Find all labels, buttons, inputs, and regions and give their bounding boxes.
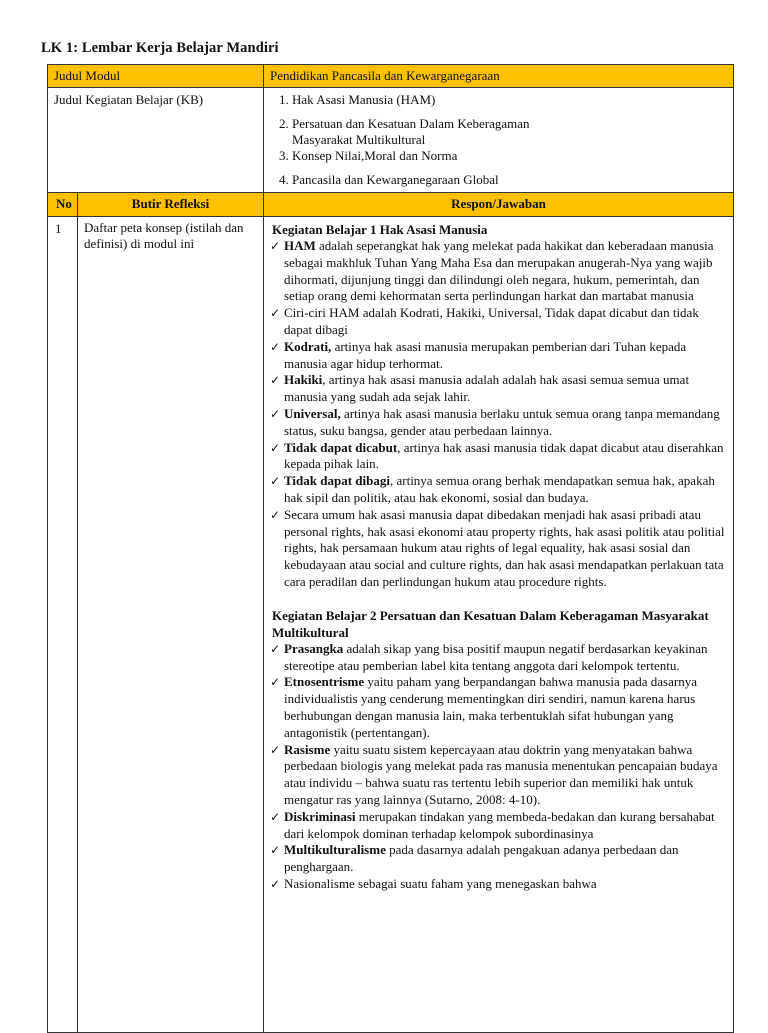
checkmark-icon: ✓ bbox=[270, 843, 281, 858]
term: Diskriminasi bbox=[284, 808, 356, 824]
checkmark-icon: ✓ bbox=[270, 373, 281, 388]
butir-refleksi-text: Daftar peta konsep (istilah dan definisi) di modul ini bbox=[78, 217, 264, 1033]
respon-cell bbox=[264, 217, 734, 1033]
list-item bbox=[272, 372, 727, 406]
list-item bbox=[272, 876, 727, 893]
definition: , artinya semua orang berhak mendapatkan semua hak, apakah hak sipil dan politik, atau hak ekonomi, sosial dan budaya. bbox=[284, 473, 715, 505]
definition: , artinya hak asasi manusia adalah adalah hak asasi semua semua umat manusia yang sudah ada sejak lahir. bbox=[284, 372, 690, 405]
kb-list-cell bbox=[264, 88, 734, 193]
checkmark-icon: ✓ bbox=[270, 507, 281, 522]
kb-list-item: 1. Hak Asasi Manusia (HAM) bbox=[292, 92, 727, 108]
definition: artinya hak asasi manusia berlaku untuk semua orang tanpa memandang status, suku bangsa, gender atau perbedaan lainnya. bbox=[284, 405, 720, 438]
term: Prasangka bbox=[284, 640, 344, 656]
table-row bbox=[48, 217, 734, 1033]
checkmark-icon: ✓ bbox=[270, 742, 281, 757]
header-butir: Butir Refleksi bbox=[78, 193, 264, 217]
checkmark-icon: ✓ bbox=[270, 406, 281, 421]
list-item bbox=[272, 742, 727, 809]
term: Hakiki bbox=[284, 372, 323, 388]
worksheet-table bbox=[47, 64, 734, 1033]
checkmark-icon: ✓ bbox=[270, 641, 281, 656]
kb2-list bbox=[272, 641, 727, 893]
kb2-title: Kegiatan Belajar 2 Persatuan dan Kesatuan Dalam Keberagaman Masyarakat Multikultural bbox=[272, 607, 709, 640]
row-number: 1 bbox=[48, 217, 78, 1033]
checkmark-icon: ✓ bbox=[270, 675, 281, 690]
definition: artinya hak asasi manusia merupakan pemberian dari Tuhan kepada manusia agar hidup terhormat. bbox=[284, 338, 687, 371]
kb-row bbox=[48, 88, 734, 193]
list-item bbox=[272, 641, 727, 675]
term: Rasisme bbox=[284, 741, 331, 757]
kb-list-item: 3. Konsep Nilai,Moral dan Norma bbox=[292, 148, 727, 164]
checkmark-icon: ✓ bbox=[270, 239, 281, 253]
list-item bbox=[272, 406, 727, 440]
kb-list-item: 2. Persatuan dan Kesatuan Dalam Keberagaman Masyarakat Multikultural bbox=[292, 116, 727, 148]
term: HAM bbox=[284, 238, 316, 253]
list-item bbox=[272, 305, 727, 339]
kb-list-item: 4. Pancasila dan Kewarganegaraan Global bbox=[292, 172, 727, 188]
checkmark-icon: ✓ bbox=[270, 440, 281, 455]
definition: adalah seperangkat hak yang melekat pada hakikat dan keberadaan manusia sebagai makhluk Tuhan Yang Maha Esa dan merupakan anugerah-Nya yang wajib dihormati, dijunjung tinggi dan dilindungi oleh negara, hukum, pemerintah, dan setiap orang demi kehormatan serta perlindungan harkat dan martabat manusia bbox=[284, 238, 714, 304]
list-item bbox=[272, 473, 727, 507]
header-no: No bbox=[48, 193, 78, 217]
definition: Secara umum hak asasi manusia dapat dibedakan menjadi hak asasi pribadi atau personal rights, hak asasi ekonomi atau property rights, hak asasi politik atau politial rights, hak persamaan hukum atau rights of legal equality, hak asasi sosial dan kebudayaan atau social and culture rights, dan hak asasi mendapatkan perlakuan tata cara peradilan dan perlindungan hukum atau procedure rights. bbox=[284, 506, 725, 589]
checkmark-icon: ✓ bbox=[270, 474, 281, 489]
definition: yaitu suatu sistem kepercayaan atau doktrin yang menyatakan bahwa perbedaan biologis yang melekat pada ras manusia menentukan pencapaian budaya atau individu – bahwa suatu ras tertentu lebih superior dan memiliki hak untuk mengatur ras yang lainnya (Sutarno, 2008: 4-10). bbox=[284, 741, 718, 807]
definition: yaitu paham yang berpandangan bahwa manusia pada dasarnya individualistis yang cenderung mementingkan diri sendiri, namun karena harus berhubungan dengan manusia lain, maka terbentuklah sifat hubungan yang antagonistik (pertentangan). bbox=[284, 674, 697, 740]
term: Kodrati, bbox=[284, 338, 332, 354]
list-item bbox=[272, 674, 727, 741]
definition: Nasionalisme sebagai suatu faham yang menegaskan bahwa bbox=[284, 875, 597, 891]
judul-modul-value: Pendidikan Pancasila dan Kewarganegaraan bbox=[264, 65, 734, 88]
list-item bbox=[272, 507, 727, 591]
list-item bbox=[272, 842, 727, 876]
document-title: LK 1: Lembar Kerja Belajar Mandiri bbox=[41, 40, 279, 56]
definition: merupakan tindakan yang membeda-bedakan dan kurang bersahabat dari kelompok dominan terhadap kelompok subordinasinya bbox=[284, 808, 715, 841]
term: Multikulturalisme bbox=[284, 842, 386, 858]
list-item bbox=[272, 809, 727, 843]
term: Universal, bbox=[284, 405, 341, 421]
term: Tidak dapat dibagi bbox=[284, 473, 390, 489]
checkmark-icon: ✓ bbox=[270, 809, 281, 824]
kb-list bbox=[270, 92, 727, 188]
checkmark-icon: ✓ bbox=[270, 339, 281, 354]
checkmark-icon: ✓ bbox=[270, 306, 281, 321]
definition: Ciri-ciri HAM adalah Kodrati, Hakiki, Universal, Tidak dapat dicabut dan tidak dapat dibagi bbox=[284, 305, 699, 337]
definition: adalah sikap yang bisa positif maupun negatif berdasarkan keyakinan stereotipe atau pemberian label kita tentang anggota dari kelompok tertentu. bbox=[284, 640, 708, 673]
module-row bbox=[48, 65, 734, 88]
term: Etnosentrisme bbox=[284, 674, 365, 690]
kb1-list bbox=[272, 238, 727, 591]
definition: pada dasarnya adalah pengakuan adanya perbedaan dan penghargaan. bbox=[284, 842, 679, 875]
list-item bbox=[272, 339, 727, 373]
judul-modul-label: Judul Modul bbox=[48, 65, 264, 88]
judul-kb-label: Judul Kegiatan Belajar (KB) bbox=[48, 88, 264, 193]
header-respon: Respon/Jawaban bbox=[264, 193, 734, 217]
definition: , artinya hak asasi manusia tidak dapat dicabut atau diserahkan kepada pihak lain. bbox=[284, 439, 724, 472]
header-row bbox=[48, 193, 734, 217]
kb1-title: Kegiatan Belajar 1 Hak Asasi Manusia bbox=[272, 222, 488, 237]
list-item bbox=[272, 440, 727, 474]
term: Tidak dapat dicabut bbox=[284, 439, 398, 455]
list-item bbox=[272, 238, 727, 305]
checkmark-icon: ✓ bbox=[270, 876, 281, 891]
